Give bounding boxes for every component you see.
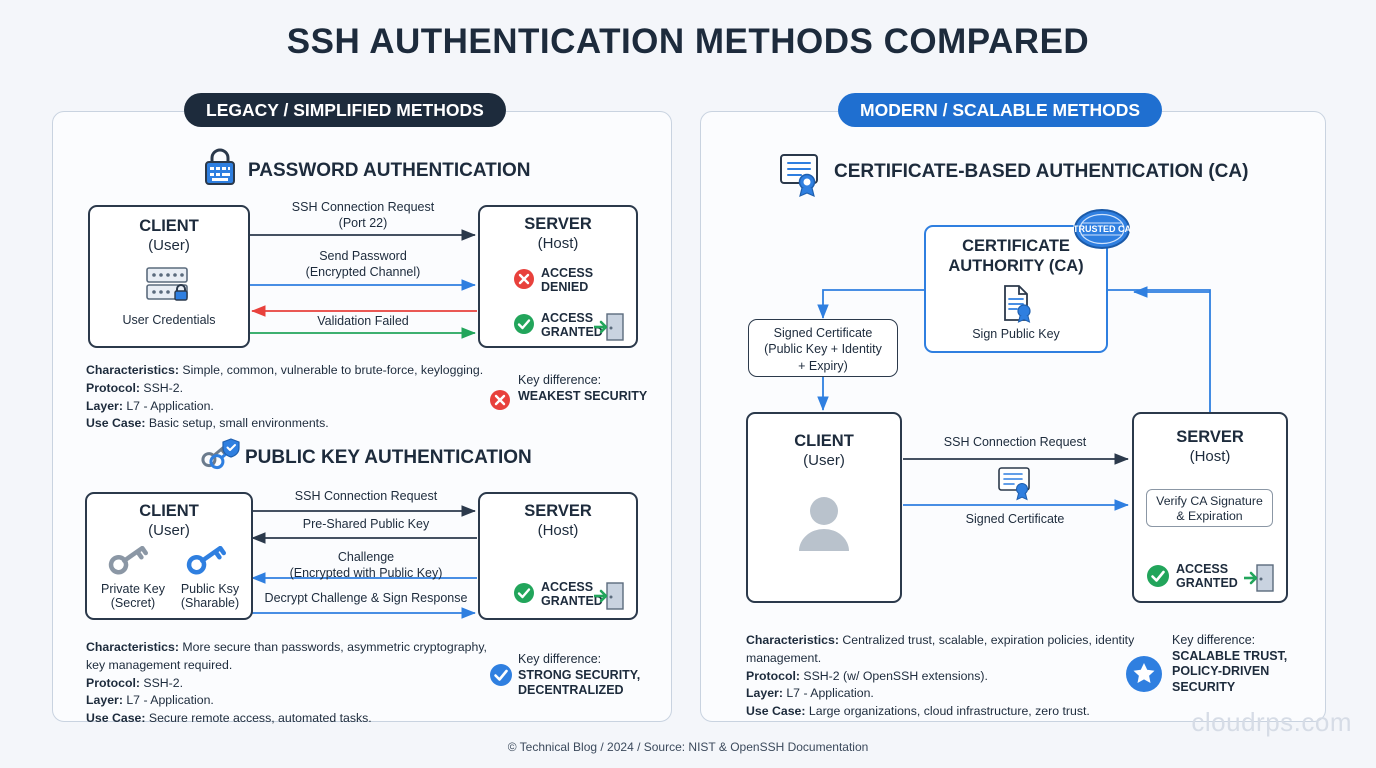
password-layer-label: Layer: <box>86 398 123 413</box>
publickey-flow-4-label: Decrypt Challenge & Sign Response <box>264 591 468 605</box>
signed-certificate-box <box>748 319 898 377</box>
door-exit-icon <box>593 581 627 616</box>
certificate-flow-2-label: Signed Certificate <box>965 512 1065 526</box>
certificate-server-sub: (Host) <box>1189 447 1231 465</box>
badge-modern: MODERN / SCALABLE METHODS <box>838 93 1162 127</box>
certificate-key-difference <box>1172 633 1287 696</box>
verify-box-line1: Verify CA Signature <box>1156 494 1263 508</box>
ca-caption: Sign Public Key <box>972 326 1060 341</box>
certificate-client-sub: (User) <box>803 451 845 469</box>
password-client-title: CLIENT <box>139 217 199 235</box>
publickey-characteristics <box>86 639 494 728</box>
certificate-characteristics <box>746 632 1166 721</box>
publickey-flow-3-label <box>258 550 474 581</box>
door-exit-icon <box>593 312 627 347</box>
password-server-title: SERVER <box>524 215 592 233</box>
password-key-difference-text: WEAKEST SECURITY <box>518 388 648 403</box>
blue-key-icon <box>183 546 235 585</box>
certificate-layer-label: Layer: <box>746 686 783 701</box>
certificate-client-title: CLIENT <box>794 432 854 450</box>
lock-keyboard-icon <box>200 146 240 195</box>
private-key-caption1: Private Key <box>101 582 165 596</box>
certificate-usecase-text: Large organizations, cloud infrastructure, zero trust. <box>808 704 1090 719</box>
certificate-small-icon <box>995 465 1035 508</box>
password-characteristics <box>86 362 496 433</box>
password-client-caption: User Credentials <box>122 312 216 327</box>
keypad-icon <box>90 264 248 309</box>
certificate-icon <box>775 150 823 203</box>
certificate-server-title: SERVER <box>1176 428 1244 446</box>
publickey-client-sub: (User) <box>148 521 190 539</box>
password-characteristics-text: Simple, common, vulnerable to brute-force, keylogging. <box>182 363 484 377</box>
publickey-usecase-label: Use Case: <box>86 711 146 726</box>
ca-title-line2: AUTHORITY (CA) <box>948 256 1084 275</box>
signed-cert-line1: Signed Certificate <box>773 326 873 340</box>
section-title-password: PASSWORD AUTHENTICATION <box>248 160 531 181</box>
password-flow-1-label <box>268 200 458 231</box>
publickey-layer-label: Layer: <box>86 693 123 708</box>
gray-key-icon <box>105 546 157 585</box>
certificate-protocol-text: SSH-2 (w/ OpenSSH extensions). <box>803 668 988 683</box>
certificate-layer-text: L7 - Application. <box>786 686 874 701</box>
publickey-server-title: SERVER <box>524 502 592 520</box>
publickey-layer-text: L7 - Application. <box>126 693 214 708</box>
publickey-server-sub: (Host) <box>537 521 579 539</box>
footer-credit: © Technical Blog / 2024 / Source: NIST & OpenSSH Documentation <box>507 740 869 754</box>
publickey-protocol-label: Protocol: <box>86 675 140 690</box>
user-avatar-icon <box>748 491 900 562</box>
door-exit-icon <box>1243 563 1277 598</box>
verify-ca-signature-box <box>1146 489 1273 527</box>
password-flow-1-line2: (Port 22) <box>338 215 388 230</box>
password-usecase-label: Use Case: <box>86 416 146 431</box>
password-client-sub: (User) <box>148 236 190 254</box>
certificate-key-difference-line2: POLICY-DRIVEN <box>1172 664 1270 679</box>
password-status-granted <box>521 311 603 340</box>
publickey-key-difference-line2: DECENTRALIZED <box>518 683 624 698</box>
section-title-certificate: CERTIFICATE-BASED AUTHENTICATION (CA) <box>834 161 1249 182</box>
password-status-granted-line1: ACCESS <box>541 311 594 325</box>
signed-cert-line3: + Expiry) <box>798 358 848 373</box>
public-key-caption1: Public Ksy <box>180 582 240 596</box>
password-protocol-text: SSH-2. <box>143 380 184 395</box>
publickey-status-granted-line2: GRANTED <box>541 594 603 609</box>
password-flow-3-label: Validation Failed <box>317 314 409 328</box>
certificate-key-difference-line3: SECURITY <box>1172 679 1236 694</box>
trusted-ca-stamp-icon <box>1070 205 1134 262</box>
certificate-key-difference-line1: SCALABLE TRUST, <box>1172 648 1288 663</box>
certificate-key-difference-label: Key difference: <box>1172 633 1256 647</box>
certificate-characteristics-text: Centralized trust, scalable, expiration policies, identity management. <box>746 633 1135 665</box>
public-key-caption2: (Sharable) <box>180 596 240 610</box>
publickey-flow-3-line1: Challenge <box>337 550 395 564</box>
certificate-usecase-label: Use Case: <box>746 704 806 719</box>
signed-doc-icon <box>926 283 1106 328</box>
publickey-status-granted <box>521 580 603 609</box>
private-key-caption2: (Secret) <box>110 596 156 610</box>
publickey-key-difference-label: Key difference: <box>518 652 602 666</box>
publickey-client-title: CLIENT <box>139 502 199 520</box>
publickey-usecase-text: Secure remote access, automated tasks. <box>148 711 372 726</box>
password-status-granted-line2: GRANTED <box>541 325 603 340</box>
password-protocol-label: Protocol: <box>86 380 140 395</box>
publickey-flow-1-label: SSH Connection Request <box>294 489 438 503</box>
certificate-status-granted-line2: GRANTED <box>1176 576 1238 591</box>
password-layer-text: L7 - Application. <box>126 398 214 413</box>
password-flow-2-line2: (Encrypted Channel) <box>305 264 421 279</box>
password-flow-2-label <box>268 249 458 280</box>
section-title-publickey: PUBLIC KEY AUTHENTICATION <box>245 447 532 468</box>
password-key-difference-label: Key difference: <box>518 373 602 387</box>
ca-title-line1: CERTIFICATE <box>962 237 1070 255</box>
certificate-status-granted <box>1156 562 1238 591</box>
signed-cert-line2: (Public Key + Identity <box>764 342 882 357</box>
badge-legacy: LEGACY / SIMPLIFIED METHODS <box>184 93 506 127</box>
password-characteristics-label: Characteristics: <box>86 363 179 377</box>
publickey-status-granted-line1: ACCESS <box>541 580 594 594</box>
password-flow-2-line1: Send Password <box>319 249 407 263</box>
publickey-private-caption <box>90 582 176 610</box>
certificate-characteristics-label: Characteristics: <box>746 633 839 647</box>
password-client-box <box>88 205 250 348</box>
publickey-public-caption <box>166 582 254 610</box>
password-server-sub: (Host) <box>537 234 579 252</box>
key-difference-denied-icon <box>489 389 511 416</box>
certificate-flow-1-label: SSH Connection Request <box>943 435 1087 449</box>
publickey-characteristics-text: More secure than passwords, asymmetric cryptography, key management required. <box>86 640 487 672</box>
publickey-flow-3-sub: (Encrypted with Public Key) <box>289 565 443 580</box>
check-circle-icon <box>489 663 513 692</box>
publickey-key-difference-line1: STRONG SECURITY, <box>518 667 641 682</box>
verify-box-line2: & Expiration <box>1176 509 1243 524</box>
password-status-denied-line2: DENIED <box>541 280 589 295</box>
publickey-flow-2-label: Pre-Shared Public Key <box>302 517 430 531</box>
password-key-difference <box>518 373 647 404</box>
certificate-status-granted-line1: ACCESS <box>1176 562 1229 576</box>
password-usecase-text: Basic setup, small environments. <box>148 416 329 431</box>
svg-text:TRUSTED CA: TRUSTED CA <box>1073 224 1131 234</box>
page-title: SSH AUTHENTICATION METHODS COMPARED <box>286 22 1090 61</box>
certificate-protocol-label: Protocol: <box>746 668 800 683</box>
password-status-denied <box>521 266 593 295</box>
publickey-protocol-text: SSH-2. <box>143 675 184 690</box>
keys-shield-icon <box>198 437 242 484</box>
certificate-client-box <box>746 412 902 603</box>
watermark: cloudrps.com <box>1191 707 1352 737</box>
password-status-denied-line1: ACCESS <box>541 266 594 280</box>
star-circle-icon <box>1125 655 1163 698</box>
publickey-key-difference <box>518 652 640 699</box>
password-flow-1-line1: SSH Connection Request <box>291 200 435 214</box>
publickey-characteristics-label: Characteristics: <box>86 640 179 654</box>
